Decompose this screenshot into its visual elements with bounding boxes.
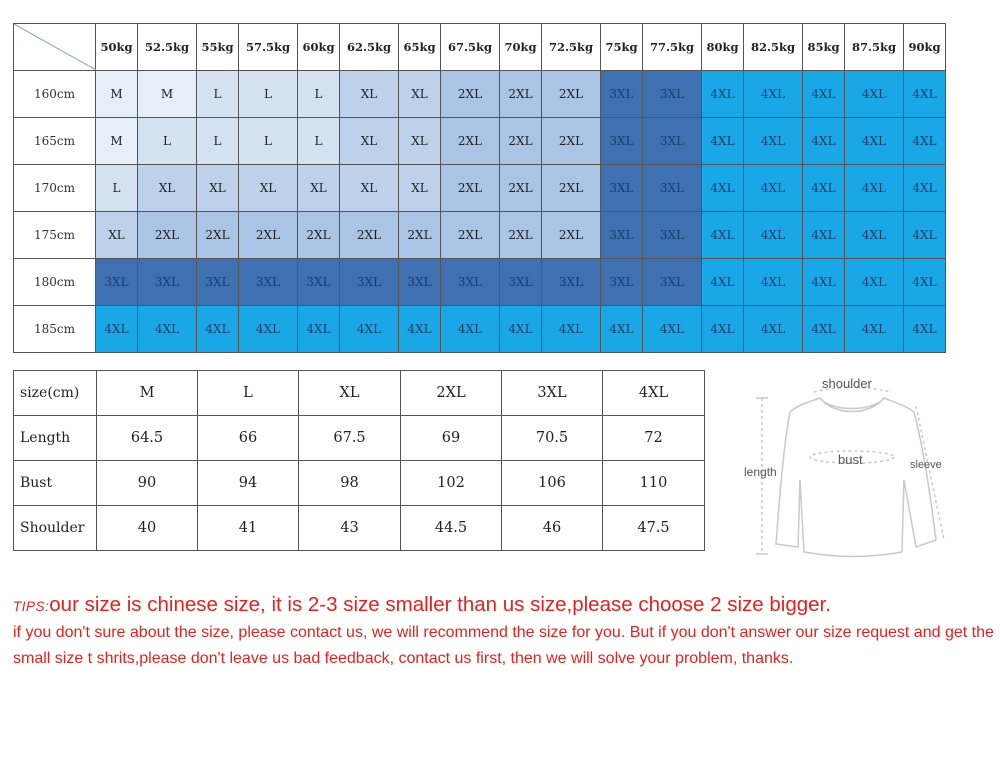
bust-value: 98: [299, 461, 401, 506]
size-cell: 4XL: [500, 306, 542, 353]
bust-value: 106: [502, 461, 603, 506]
size-cell: 3XL: [643, 165, 702, 212]
weight-header: 52.5kg: [138, 24, 197, 71]
size-cell: 4XL: [197, 306, 239, 353]
shoulder-value: 40: [97, 506, 198, 551]
size-cell: 2XL: [138, 212, 197, 259]
size-cell: 3XL: [643, 259, 702, 306]
weight-header-row: [14, 24, 946, 71]
size-cell: 4XL: [601, 306, 643, 353]
size-cell: 4XL: [845, 165, 904, 212]
size-cell: L: [239, 71, 298, 118]
height-label: 170cm: [14, 165, 96, 212]
size-cell: 3XL: [500, 259, 542, 306]
size-cell: L: [239, 118, 298, 165]
size-cell: XL: [197, 165, 239, 212]
size-tips: [13, 592, 998, 672]
weight-header: 90kg: [904, 24, 946, 71]
height-weight-size-table: [13, 23, 946, 353]
bust-label: Bust: [14, 461, 97, 506]
weight-header: 75kg: [601, 24, 643, 71]
size-3xl-header: 3XL: [502, 371, 603, 416]
diagram-sleeve-label: sleeve: [910, 459, 942, 471]
size-cell: 4XL: [803, 306, 845, 353]
height-row: [14, 71, 946, 118]
size-cell: 4XL: [904, 118, 946, 165]
size-cell: 3XL: [542, 259, 601, 306]
size-cell: 3XL: [601, 259, 643, 306]
height-label: 165cm: [14, 118, 96, 165]
size-cell: 4XL: [845, 259, 904, 306]
size-cell: 4XL: [845, 212, 904, 259]
size-cell: XL: [399, 165, 441, 212]
size-cell: 3XL: [298, 259, 340, 306]
shoulder-value: 41: [198, 506, 299, 551]
size-cell: 3XL: [601, 71, 643, 118]
size-cell: 4XL: [845, 306, 904, 353]
diagonal-divider-icon: [14, 24, 96, 70]
length-value: 67.5: [299, 416, 401, 461]
length-value: 64.5: [97, 416, 198, 461]
bust-value: 94: [198, 461, 299, 506]
length-value: 66: [198, 416, 299, 461]
size-cell: 4XL: [845, 71, 904, 118]
size-cell: 4XL: [643, 306, 702, 353]
size-cell: 3XL: [239, 259, 298, 306]
size-cell: M: [138, 71, 197, 118]
size-cell: XL: [340, 71, 399, 118]
weight-header: 85kg: [803, 24, 845, 71]
measurement-table: [13, 370, 705, 551]
size-cell: 4XL: [904, 259, 946, 306]
size-cell: 4XL: [904, 212, 946, 259]
size-cell: 4XL: [744, 306, 803, 353]
size-cell: XL: [340, 118, 399, 165]
size-cell: 4XL: [744, 71, 803, 118]
shoulder-value: 43: [299, 506, 401, 551]
size-cell: 4XL: [702, 118, 744, 165]
size-cell: L: [298, 71, 340, 118]
diagram-length-label: length: [744, 465, 777, 479]
size-cell: 4XL: [803, 212, 845, 259]
size-cell: 3XL: [138, 259, 197, 306]
size-m-header: M: [97, 371, 198, 416]
size-cell: 2XL: [441, 118, 500, 165]
size-cell: 3XL: [643, 71, 702, 118]
size-cell: M: [96, 118, 138, 165]
weight-header: 70kg: [500, 24, 542, 71]
length-value: 72: [603, 416, 705, 461]
size-cell: 2XL: [197, 212, 239, 259]
tips-body: if you don't sure about the size, please contact us, we will recommend the size for you. But if you don't answer our size request and get the small size t shrits,please don't leave us bad feedback, contact us first, then we will solve your problem, thanks.: [13, 624, 994, 667]
weight-header: 82.5kg: [744, 24, 803, 71]
size-cell: 4XL: [702, 306, 744, 353]
tips-headline-line: [13, 592, 998, 620]
size-cell: L: [138, 118, 197, 165]
size-cell: 2XL: [399, 212, 441, 259]
shoulder-label: Shoulder: [14, 506, 97, 551]
size-cell: L: [96, 165, 138, 212]
size-cell: 2XL: [441, 212, 500, 259]
size-cell: 2XL: [542, 212, 601, 259]
length-value: 70.5: [502, 416, 603, 461]
weight-header: 50kg: [96, 24, 138, 71]
size-2xl-header: 2XL: [401, 371, 502, 416]
weight-header: 80kg: [702, 24, 744, 71]
size-cell: 4XL: [702, 165, 744, 212]
size-cell: XL: [298, 165, 340, 212]
shoulder-value: 47.5: [603, 506, 705, 551]
tips-tag: TIPS:: [13, 599, 50, 614]
size-cell: 4XL: [702, 259, 744, 306]
corner-cell: [14, 24, 96, 71]
weight-header: 67.5kg: [441, 24, 500, 71]
size-cell: L: [298, 118, 340, 165]
size-cell: 3XL: [643, 212, 702, 259]
diagram-bust-label: bust: [838, 452, 863, 467]
weight-header: 72.5kg: [542, 24, 601, 71]
size-cell: 4XL: [441, 306, 500, 353]
height-row: [14, 259, 946, 306]
size-cell: XL: [399, 71, 441, 118]
size-cell: 2XL: [542, 118, 601, 165]
size-cell: 2XL: [441, 165, 500, 212]
size-cell: 3XL: [197, 259, 239, 306]
diagram-shoulder-label: shoulder: [822, 376, 872, 391]
size-cell: 3XL: [441, 259, 500, 306]
tips-headline: our size is chinese size, it is 2-3 size smaller than us size,please choose 2 size bigger.: [49, 593, 831, 616]
size-cell: 4XL: [744, 259, 803, 306]
size-cell: 4XL: [702, 71, 744, 118]
size-cell: 4XL: [399, 306, 441, 353]
length-value: 69: [401, 416, 502, 461]
size-cell: 4XL: [340, 306, 399, 353]
garment-measurement-diagram: [738, 372, 953, 572]
size-cell: 4XL: [542, 306, 601, 353]
size-cell: XL: [399, 118, 441, 165]
height-label: 160cm: [14, 71, 96, 118]
size-cell: L: [197, 71, 239, 118]
weight-header: 77.5kg: [643, 24, 702, 71]
size-cell: 2XL: [542, 165, 601, 212]
size-cell: 2XL: [340, 212, 399, 259]
size-cell: 4XL: [96, 306, 138, 353]
weight-header: 60kg: [298, 24, 340, 71]
size-cell: XL: [138, 165, 197, 212]
bust-value: 102: [401, 461, 502, 506]
size-cell: XL: [239, 165, 298, 212]
size-cell: 2XL: [500, 212, 542, 259]
size-cell: XL: [96, 212, 138, 259]
length-label: Length: [14, 416, 97, 461]
size-cell: 4XL: [744, 165, 803, 212]
size-cell: 3XL: [601, 118, 643, 165]
size-cell: 4XL: [845, 118, 904, 165]
size-cell: 2XL: [500, 71, 542, 118]
height-row: [14, 306, 946, 353]
size-cell: 4XL: [904, 71, 946, 118]
size-cell: 4XL: [904, 306, 946, 353]
weight-header: 55kg: [197, 24, 239, 71]
size-cell: 2XL: [500, 118, 542, 165]
size-cell: L: [197, 118, 239, 165]
bust-value: 110: [603, 461, 705, 506]
size-cell: XL: [340, 165, 399, 212]
size-cell: 3XL: [340, 259, 399, 306]
size-cell: 4XL: [298, 306, 340, 353]
size-cell: 4XL: [744, 212, 803, 259]
size-cell: 3XL: [601, 212, 643, 259]
weight-header: 57.5kg: [239, 24, 298, 71]
size-cell: 3XL: [601, 165, 643, 212]
size-cell: 2XL: [500, 165, 542, 212]
size-cell: 4XL: [702, 212, 744, 259]
size-4xl-header: 4XL: [603, 371, 705, 416]
size-cell: 4XL: [803, 259, 845, 306]
weight-header: 62.5kg: [340, 24, 399, 71]
height-row: [14, 212, 946, 259]
size-xl-header: XL: [299, 371, 401, 416]
shoulder-row: [14, 506, 705, 551]
size-cell: 3XL: [399, 259, 441, 306]
size-cell: 3XL: [643, 118, 702, 165]
size-cell: 2XL: [542, 71, 601, 118]
size-cell: 2XL: [239, 212, 298, 259]
size-cell: M: [96, 71, 138, 118]
shoulder-value: 46: [502, 506, 603, 551]
height-label: 175cm: [14, 212, 96, 259]
size-cell: 4XL: [803, 165, 845, 212]
size-cm-label: size(cm): [14, 371, 97, 416]
shoulder-value: 44.5: [401, 506, 502, 551]
size-cell: 4XL: [803, 118, 845, 165]
size-cell: 4XL: [239, 306, 298, 353]
bust-value: 90: [97, 461, 198, 506]
weight-header: 65kg: [399, 24, 441, 71]
height-row: [14, 165, 946, 212]
measurement-header-row: [14, 371, 705, 416]
size-cell: 2XL: [298, 212, 340, 259]
size-l-header: L: [198, 371, 299, 416]
length-row: [14, 416, 705, 461]
weight-header: 87.5kg: [845, 24, 904, 71]
size-cell: 4XL: [744, 118, 803, 165]
height-row: [14, 118, 946, 165]
size-cell: 2XL: [441, 71, 500, 118]
height-label: 180cm: [14, 259, 96, 306]
size-cell: 4XL: [803, 71, 845, 118]
size-cell: 3XL: [96, 259, 138, 306]
height-label: 185cm: [14, 306, 96, 353]
size-cell: 4XL: [138, 306, 197, 353]
bust-row: [14, 461, 705, 506]
size-cell: 4XL: [904, 165, 946, 212]
